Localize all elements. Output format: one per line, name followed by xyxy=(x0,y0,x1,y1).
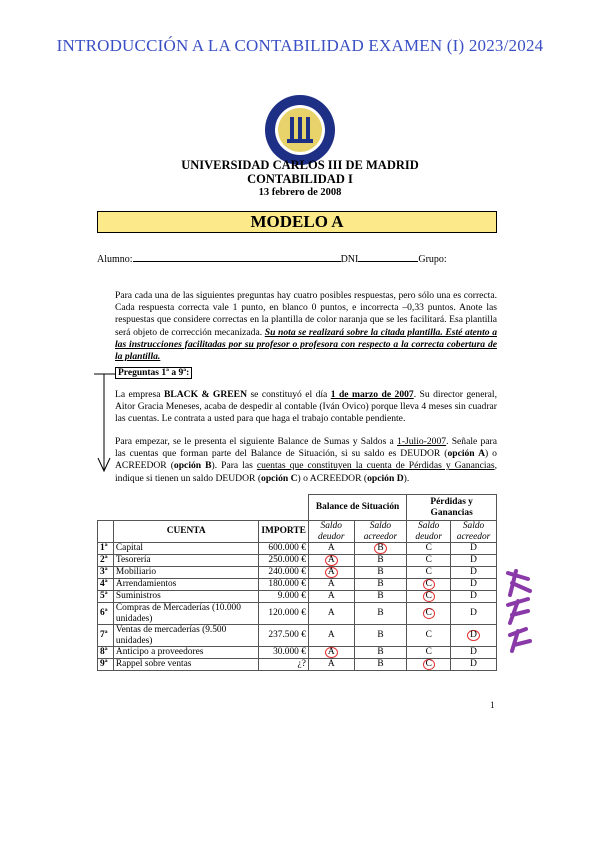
option-label: B xyxy=(377,659,384,670)
table-row xyxy=(98,567,497,579)
case-paragraph-2: Para empezar, se le presenta el siguiente Balance de Sumas y Saldos a 1-Julio-2007. Señale para las cuentas que forman parte del Balance de Situación, si su saldo es DEUDOR (opción A) o ACREEDOR (opción B). Para las cuentas que constituyen la cuenta de Pérdidas y Ganancias, indique si tienen un saldo DEUDOR (opción C) o ACREEDOR (opción D). xyxy=(115,436,497,484)
option-b[interactable] xyxy=(354,659,407,671)
circled-answer: C xyxy=(423,591,435,602)
case-paragraph-1: La empresa BLACK & GREEN se constituyó el día 1 de marzo de 2007. Su director general, Aitor Gracia Meneses, acaba de despedir al contable (Iván Ovico) porque lleva 4 meses sin cuadrar las cuentas. Le contrata a usted para que haga el trabajo contable pendiente. xyxy=(115,389,497,425)
option-label: C xyxy=(425,555,432,566)
balance-table xyxy=(97,494,497,671)
option-d[interactable] xyxy=(451,647,497,659)
table-row xyxy=(98,625,497,647)
account-amount: 600.000 € xyxy=(259,543,308,555)
option-c[interactable] xyxy=(407,543,451,555)
option-label: D xyxy=(470,567,477,578)
option-label: A xyxy=(327,543,335,554)
option-b[interactable] xyxy=(354,591,407,603)
handwritten-scribble xyxy=(498,565,548,660)
option-c[interactable] xyxy=(407,659,451,671)
option-b[interactable] xyxy=(354,543,407,555)
row-number: 3ª xyxy=(98,567,114,579)
option-label: C xyxy=(425,630,432,641)
header-pyg: Pérdidas y Ganancias xyxy=(407,495,497,521)
row-number: 8ª xyxy=(98,647,114,659)
account-name: Compras de Mercaderías (10.000 unidades) xyxy=(113,603,258,625)
option-a[interactable] xyxy=(308,567,354,579)
circled-answer: C xyxy=(423,608,435,619)
dni-label: DNI xyxy=(340,254,359,265)
option-d[interactable] xyxy=(451,591,497,603)
dni-field[interactable] xyxy=(358,261,418,262)
grupo-label: Grupo: xyxy=(418,254,447,265)
instructions-text: Para cada una de las siguientes preguntas hay cuatro posibles respuestas, pero sólo una es correcta. Cada respuesta correcta vale 1 punto, en blanco 0 puntos, e incorrecta –0,33 puntos. Anote las respuestas que considere correctas en la plantilla de color naranja que se les facilitará. Esa plantilla será objeto de corrección mecanizada. xyxy=(115,290,497,338)
account-amount: 237.500 € xyxy=(259,625,308,647)
option-c[interactable] xyxy=(407,567,451,579)
account-amount: 180.000 € xyxy=(259,579,308,591)
option-label: D xyxy=(470,555,477,566)
subheader: Saldo deudor xyxy=(407,521,451,543)
instructions-emphasis: Su nota se realizará sobre la citada plantilla. Esté atento a las instrucciones facilitadas por su profesor o profesora con respecto a la correcta cobertura de la plantilla. xyxy=(115,326,497,363)
circled-answer: A xyxy=(325,647,338,658)
alumno-field[interactable] xyxy=(133,261,341,262)
option-label: B xyxy=(377,630,384,641)
account-name: Tesorería xyxy=(113,555,258,567)
row-number: 6ª xyxy=(98,603,114,625)
option-label: D xyxy=(470,608,477,619)
option-a[interactable] xyxy=(308,647,354,659)
option-b[interactable] xyxy=(354,625,407,647)
option-label: C xyxy=(425,647,432,658)
option-a[interactable] xyxy=(308,555,354,567)
option-d[interactable] xyxy=(451,555,497,567)
option-label: B xyxy=(377,579,384,590)
subheader: Saldo deudor xyxy=(308,521,354,543)
page-number: 1 xyxy=(490,700,495,710)
account-name: Rappel sobre ventas xyxy=(113,659,258,671)
header-balance: Balance de Situación xyxy=(308,495,406,521)
option-label: B xyxy=(377,608,384,619)
option-c[interactable] xyxy=(407,579,451,591)
account-name: Capital xyxy=(113,543,258,555)
alumno-label: Alumno: xyxy=(97,254,133,265)
option-c[interactable] xyxy=(407,591,451,603)
row-number: 5ª xyxy=(98,591,114,603)
exam-model: MODELO A xyxy=(97,211,497,233)
university-seal-logo xyxy=(263,93,337,167)
table-row xyxy=(98,659,497,671)
row-number: 9ª xyxy=(98,659,114,671)
option-a[interactable] xyxy=(308,625,354,647)
account-amount: 9.000 € xyxy=(259,591,308,603)
table-row xyxy=(98,647,497,659)
option-label: D xyxy=(470,647,477,658)
circled-answer: C xyxy=(423,579,435,590)
option-c[interactable] xyxy=(407,625,451,647)
table-row xyxy=(98,603,497,625)
option-d[interactable] xyxy=(451,543,497,555)
option-label: A xyxy=(327,630,335,641)
option-label: B xyxy=(377,555,384,566)
table-row xyxy=(98,591,497,603)
option-label: B xyxy=(377,567,384,578)
option-label: D xyxy=(470,543,477,554)
option-d[interactable] xyxy=(451,603,497,625)
option-a[interactable] xyxy=(308,591,354,603)
row-number: 1ª xyxy=(98,543,114,555)
option-label: D xyxy=(470,591,477,602)
option-d[interactable] xyxy=(451,625,497,647)
option-label: D xyxy=(470,579,477,590)
account-amount: 250.000 € xyxy=(259,555,308,567)
account-name: Ventas de mercaderías (9.500 unidades) xyxy=(113,625,258,647)
circled-answer: C xyxy=(423,659,435,670)
circled-answer: A xyxy=(325,567,338,578)
row-number: 7ª xyxy=(98,625,114,647)
option-label: B xyxy=(377,591,384,602)
account-name: Mobiliario xyxy=(113,567,258,579)
option-label: A xyxy=(327,608,335,619)
option-b[interactable] xyxy=(354,567,407,579)
option-d[interactable] xyxy=(451,579,497,591)
account-amount: 240.000 € xyxy=(259,567,308,579)
row-number: 4ª xyxy=(98,579,114,591)
table-row xyxy=(98,543,497,555)
option-b[interactable] xyxy=(354,603,407,625)
option-a[interactable] xyxy=(308,659,354,671)
option-d[interactable] xyxy=(451,567,497,579)
option-b[interactable] xyxy=(354,555,407,567)
option-a[interactable] xyxy=(308,603,354,625)
option-a[interactable] xyxy=(308,579,354,591)
university-name: UNIVERSIDAD CARLOS III DE MADRID xyxy=(181,158,419,172)
exam-date: 13 febrero de 2008 xyxy=(258,187,342,198)
subheader: Saldo acreedor xyxy=(451,521,497,543)
option-label: D xyxy=(470,659,477,670)
table-row xyxy=(98,579,497,591)
questions-label: Preguntas 1ª a 9ª: xyxy=(115,367,192,379)
option-b[interactable] xyxy=(354,579,407,591)
option-label: C xyxy=(425,543,432,554)
option-c[interactable] xyxy=(407,603,451,625)
instructions xyxy=(115,290,497,363)
option-label: B xyxy=(377,647,384,658)
document-title: INTRODUCCIÓN A LA CONTABILIDAD EXAMEN (I) 2023/2024 xyxy=(56,36,544,55)
subheader: Saldo acreedor xyxy=(354,521,407,543)
option-c[interactable] xyxy=(407,647,451,659)
account-name: Anticipo a proveedores xyxy=(113,647,258,659)
circled-answer: A xyxy=(325,555,338,566)
option-label: A xyxy=(327,591,335,602)
student-info-line xyxy=(97,254,517,265)
circled-answer: B xyxy=(374,543,386,554)
header-importe: IMPORTE xyxy=(259,521,308,543)
circled-answer: D xyxy=(467,630,480,641)
course-name: CONTABILIDAD I xyxy=(247,172,353,186)
header-cuenta: CUENTA xyxy=(113,521,258,543)
option-d[interactable] xyxy=(451,659,497,671)
account-name: Suministros xyxy=(113,591,258,603)
option-label: A xyxy=(327,579,335,590)
table-row xyxy=(98,555,497,567)
account-name: Arrendamientos xyxy=(113,579,258,591)
option-c[interactable] xyxy=(407,555,451,567)
account-amount: ¿? xyxy=(259,659,308,671)
option-label: C xyxy=(425,567,432,578)
row-number: 2ª xyxy=(98,555,114,567)
option-b[interactable] xyxy=(354,647,407,659)
account-amount: 30.000 € xyxy=(259,647,308,659)
option-label: A xyxy=(327,659,335,670)
option-a[interactable] xyxy=(308,543,354,555)
account-amount: 120.000 € xyxy=(259,603,308,625)
